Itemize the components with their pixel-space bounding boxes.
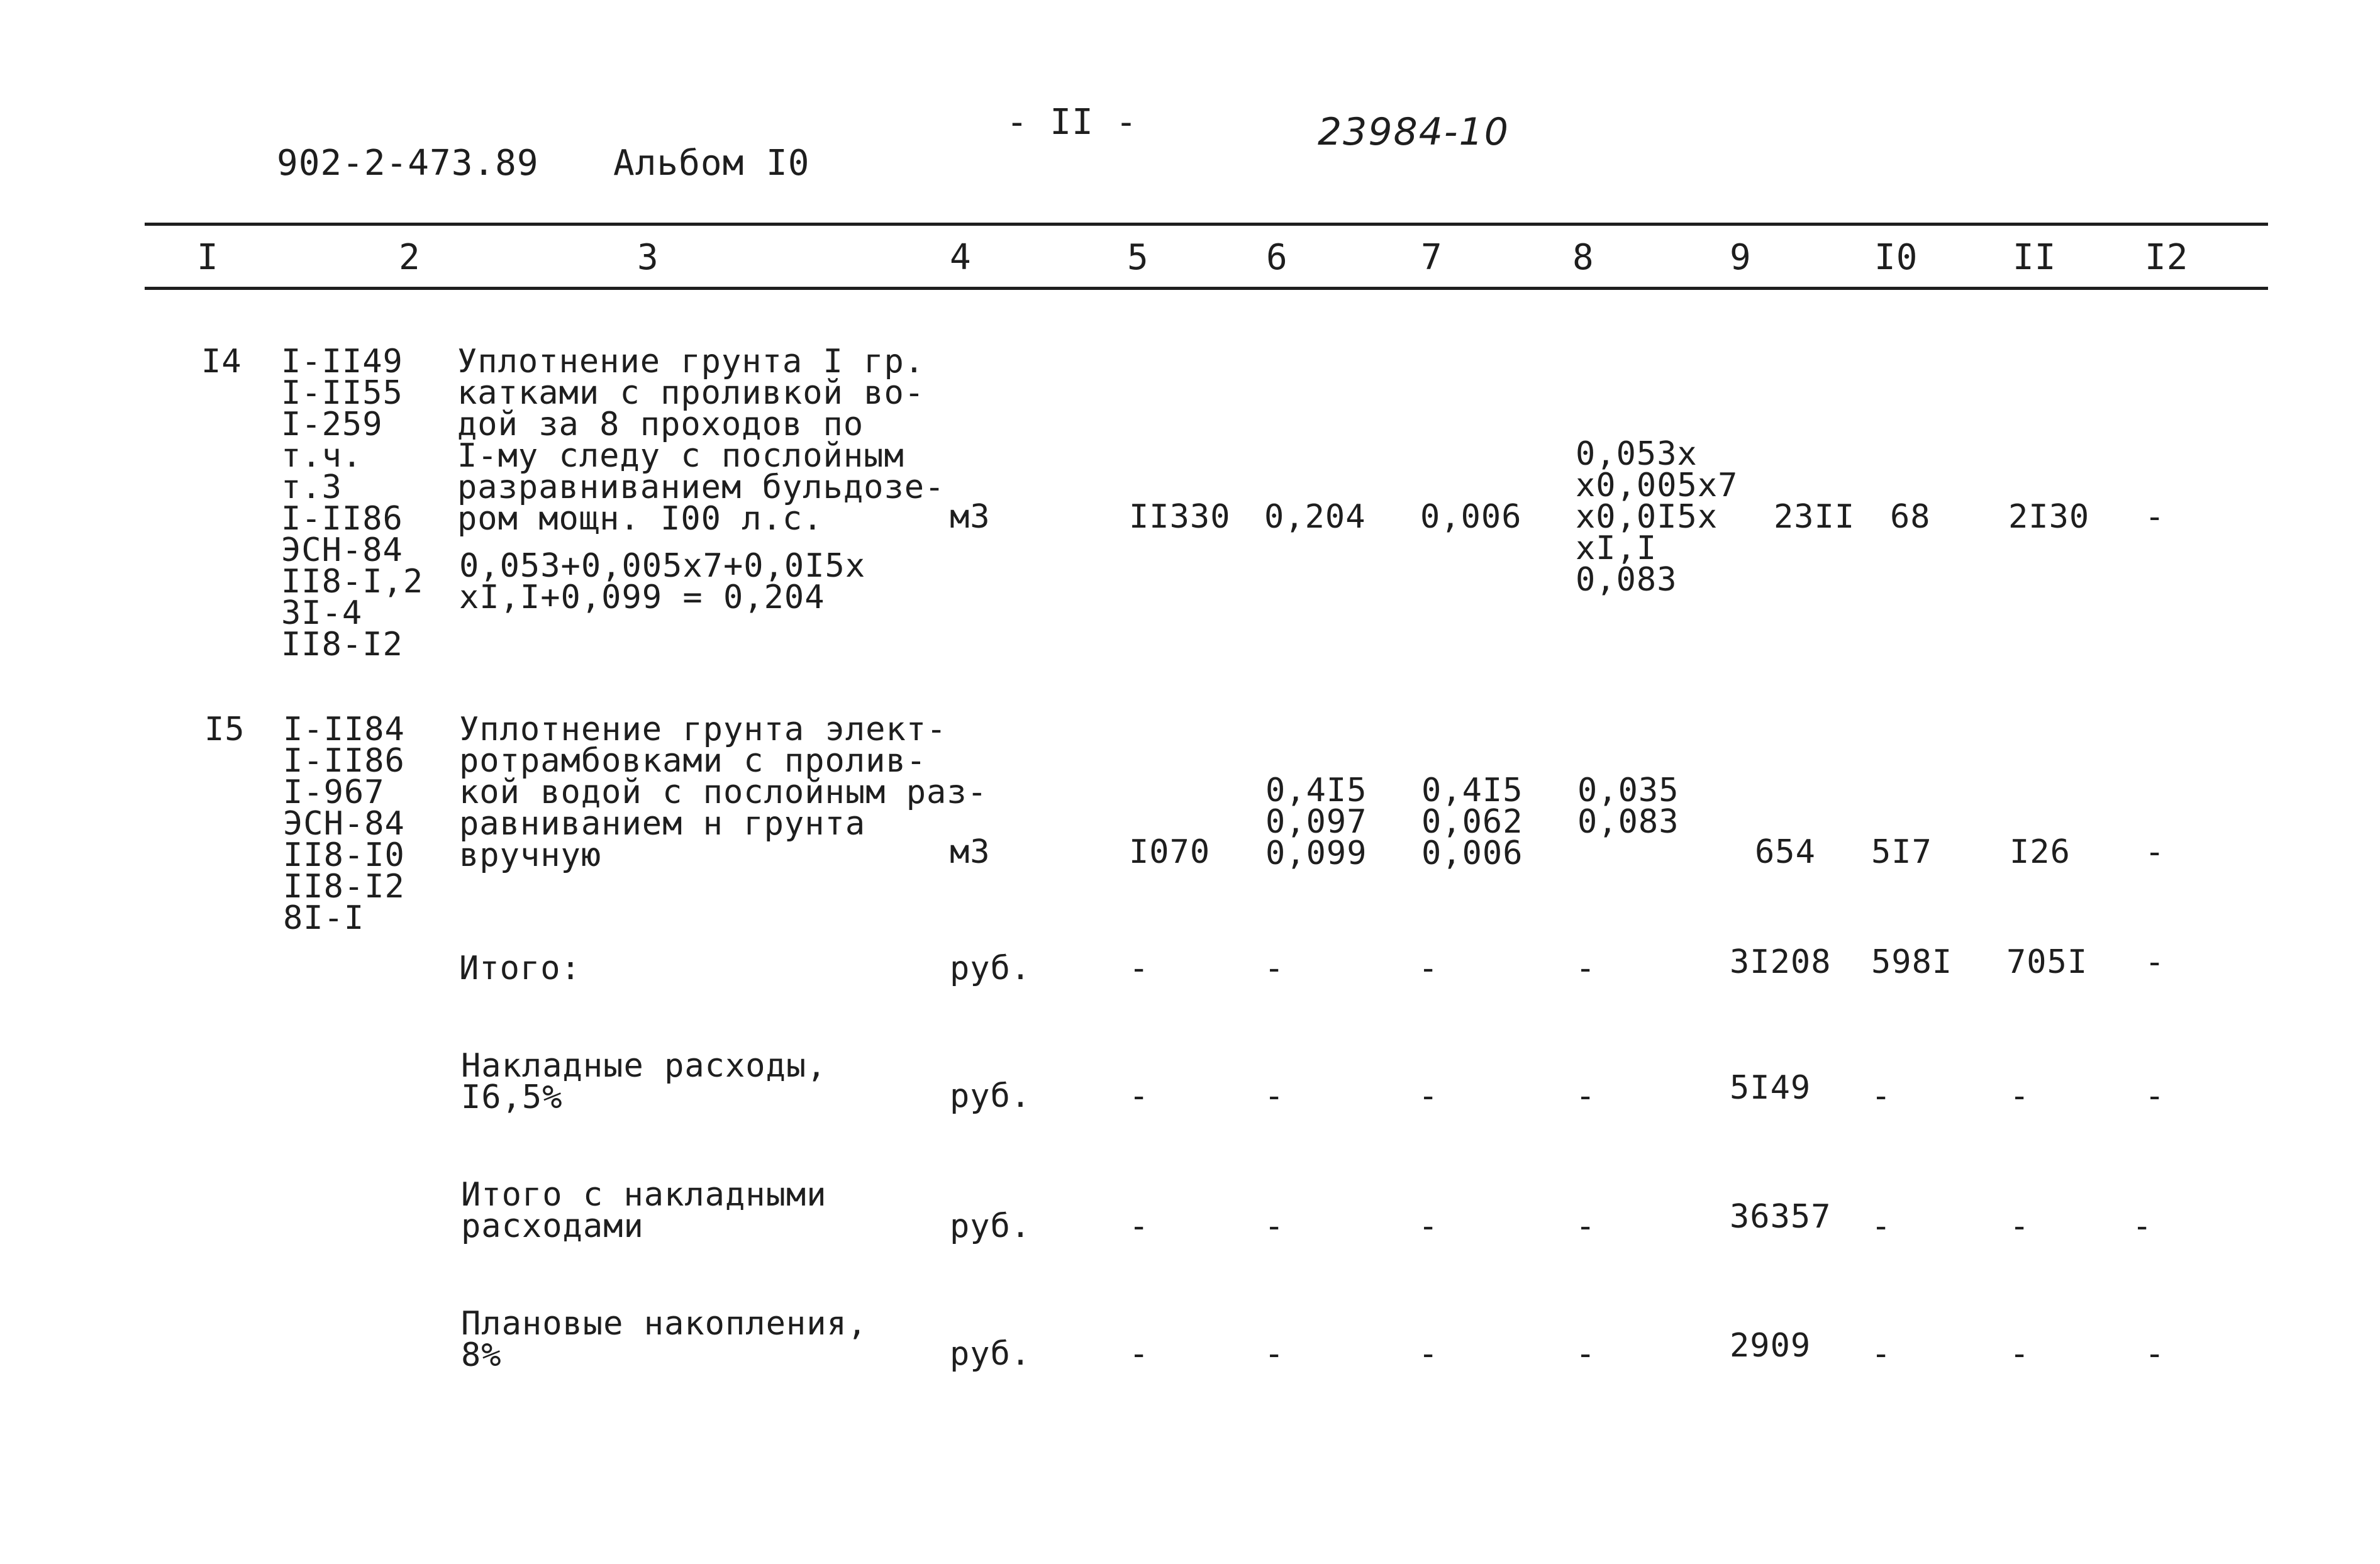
col-7-value: -: [1418, 950, 1439, 987]
summary-label: Накладные расходы, I6,5%: [461, 1047, 827, 1116]
quantity: I070: [1129, 833, 1211, 871]
col-12-value: -: [2145, 1077, 2166, 1115]
work-description: Уплотнение грунта элект- ротрамбовками с пролив- кой водой с послойным раз- равниванием н грунта вручную: [459, 711, 987, 874]
summary-label: Плановые накопления, 8%: [461, 1305, 868, 1374]
col-8-value: 0,035 0,083: [1577, 772, 1679, 841]
col-7-value: 0,006: [1420, 498, 1522, 536]
col-8-value: -: [1576, 1335, 1596, 1373]
col-11-value: -: [2010, 1335, 2030, 1373]
col-8-value: -: [1576, 950, 1596, 987]
unit: руб.: [950, 950, 1032, 987]
col-10-value: -: [1871, 1077, 1892, 1115]
col-7-value: -: [1418, 1335, 1439, 1373]
col-12-value: -: [2132, 1207, 2153, 1245]
col-9-value: 3I208: [1730, 943, 1832, 981]
summary-label: Итого:: [459, 950, 581, 987]
col-10-value: 68: [1890, 498, 1931, 536]
col-10-value: 598I: [1871, 943, 1953, 981]
col-10-value: 5I7: [1871, 833, 1932, 871]
col-5-value: -: [1129, 1335, 1150, 1373]
handwritten-number: 23984-10: [1318, 110, 1510, 154]
col-12-value: -: [2145, 833, 2166, 871]
col-6-value: -: [1264, 1207, 1285, 1245]
col-8-value: -: [1576, 1207, 1596, 1245]
header-bottom-rule: [145, 287, 2268, 290]
column-header: 6: [1266, 237, 1288, 278]
col-11-value: 705I: [2006, 943, 2088, 981]
column-header: I: [197, 237, 219, 278]
col-9-value: 23II: [1774, 498, 1855, 536]
col-8-value: 0,053х х0,005х7 х0,0I5х хI,I 0,083: [1576, 435, 1738, 599]
header-top-rule: [145, 223, 2268, 226]
row-number: I4: [201, 343, 242, 380]
column-header: I0: [1874, 237, 1918, 278]
row-number: I5: [204, 711, 245, 748]
col-11-value: -: [2010, 1077, 2030, 1115]
col-10-value: -: [1871, 1335, 1892, 1373]
col-10-value: -: [1871, 1207, 1892, 1245]
col-6-value: -: [1264, 1077, 1285, 1115]
column-header: 5: [1127, 237, 1149, 278]
col-5-value: -: [1129, 950, 1150, 987]
col-11-value: I26: [2010, 833, 2071, 871]
col-9-value: 654: [1755, 833, 1816, 871]
work-description: Уплотнение грунта I гр. катками с проливкой во- дой за 8 проходов по I-му следу с послойным разравниванием бульдозе- ром мощн. I00 л.с.: [457, 343, 945, 538]
quantity: II330: [1129, 498, 1231, 536]
col-6-value: -: [1264, 950, 1285, 987]
col-5-value: -: [1129, 1207, 1150, 1245]
col-6-value: 0,204: [1264, 498, 1366, 536]
col-9-value: 5I49: [1730, 1069, 1811, 1107]
unit: руб.: [950, 1077, 1032, 1115]
calculation-formula: 0,053+0,005х7+0,0I5х хI,I+0,099 = 0,204: [459, 547, 866, 616]
column-header: 7: [1421, 237, 1443, 278]
column-header: 3: [637, 237, 659, 278]
col-11-value: -: [2010, 1207, 2030, 1245]
summary-label: Итого с накладными расходами: [461, 1176, 827, 1245]
col-12-value: -: [2145, 1335, 2166, 1373]
page-number: - II -: [1006, 102, 1138, 143]
col-5-value: -: [1129, 1077, 1150, 1115]
column-header: II: [2013, 237, 2057, 278]
col-12-value: -: [2145, 943, 2166, 981]
col-7-value: 0,4I5 0,062 0,006: [1421, 772, 1523, 872]
col-9-value: 2909: [1730, 1327, 1811, 1365]
column-header: 2: [399, 237, 421, 278]
column-header: 9: [1730, 237, 1752, 278]
col-6-value: 0,4I5 0,097 0,099: [1265, 772, 1367, 872]
column-header: 8: [1572, 237, 1594, 278]
unit: руб.: [950, 1335, 1032, 1373]
col-8-value: -: [1576, 1077, 1596, 1115]
unit: руб.: [950, 1207, 1032, 1245]
norm-codes: I-II49 I-II55 I-259 т.ч. т.3 I-II86 ЭСН-84 II8-I,2 3I-4 II8-I2: [281, 343, 424, 663]
col-6-value: -: [1264, 1335, 1285, 1373]
album-label: Альбом I0: [613, 143, 810, 184]
unit: м3: [950, 498, 991, 536]
unit: м3: [950, 833, 991, 871]
column-header: I2: [2145, 237, 2189, 278]
col-11-value: 2I30: [2008, 498, 2090, 536]
col-7-value: -: [1418, 1077, 1439, 1115]
column-header: 4: [950, 237, 972, 278]
norm-codes: I-II84 I-II86 I-967 ЭСН-84 II8-I0 II8-I2 8I-I: [283, 711, 405, 937]
col-9-value: 36357: [1730, 1198, 1832, 1236]
document-code: 902-2-473.89: [277, 143, 539, 184]
col-12-value: -: [2145, 498, 2166, 536]
col-7-value: -: [1418, 1207, 1439, 1245]
